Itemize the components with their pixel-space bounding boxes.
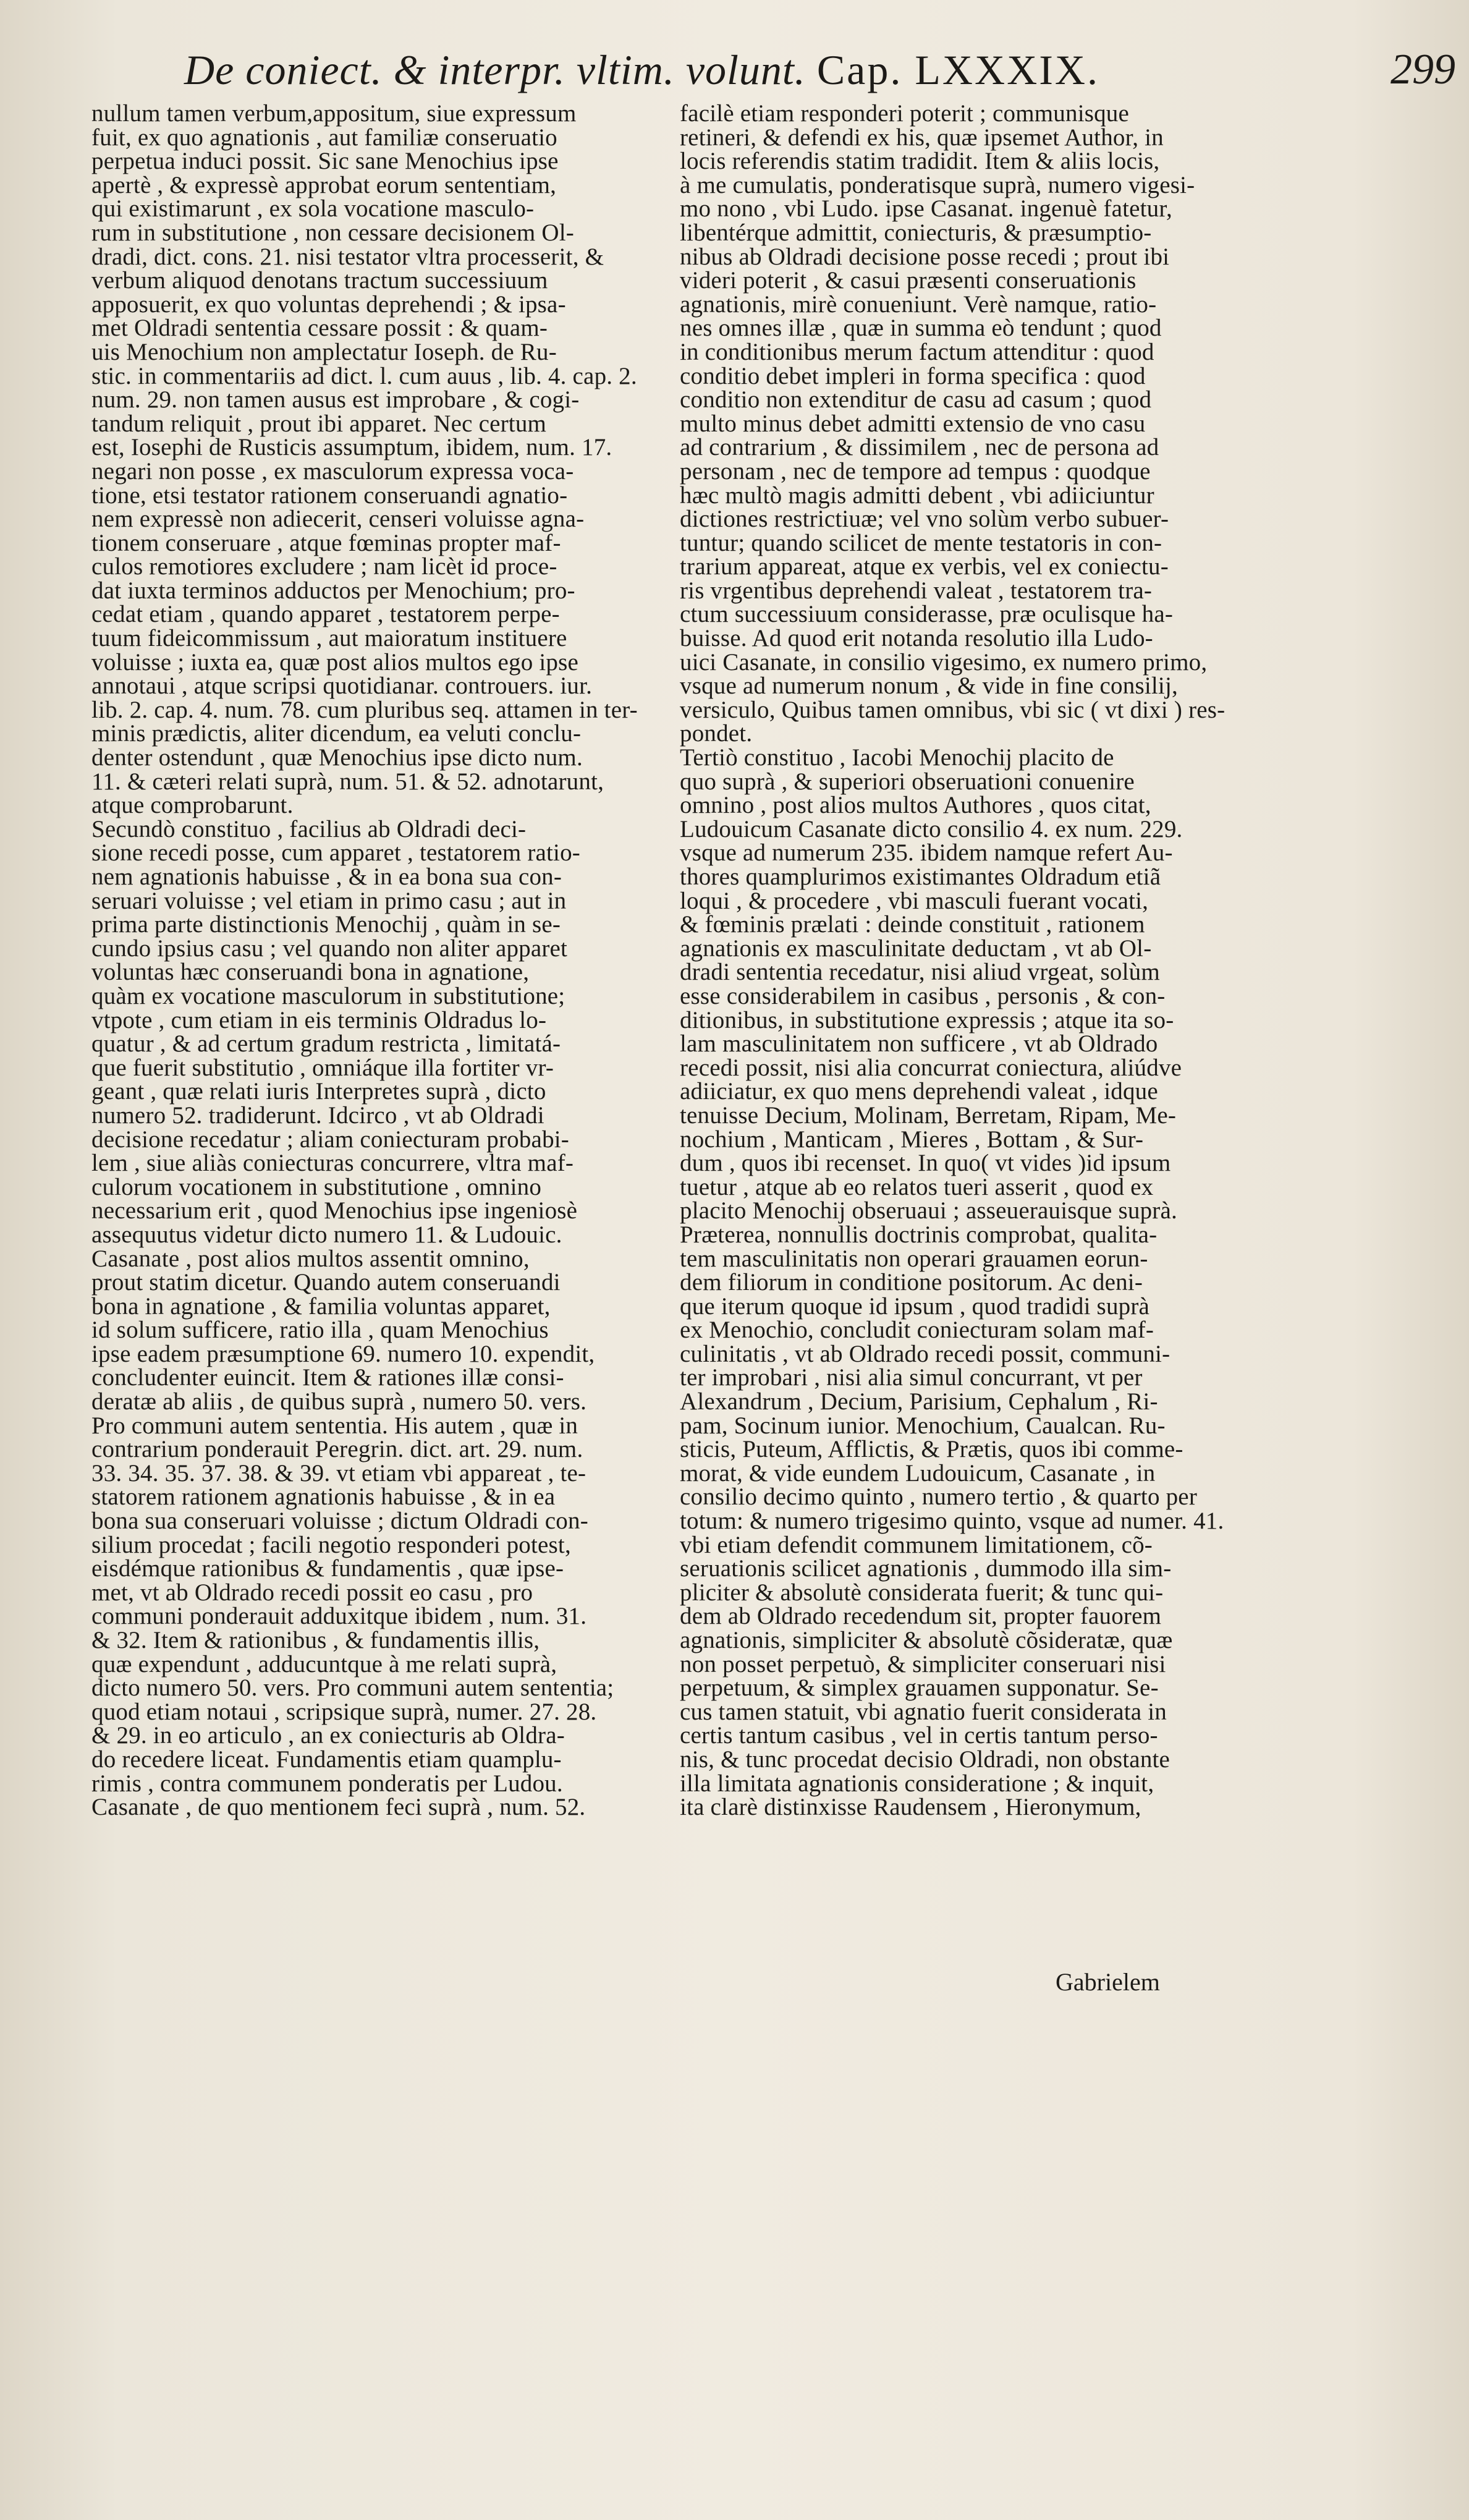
text-line: negari non posse , ex masculorum expressa voca- (91, 457, 574, 485)
text-line: hæc multò magis admitti debent , vbi adiiciuntur (680, 482, 1154, 509)
text-line: videri poterit , & casui præsenti conseruationis (680, 267, 1137, 294)
text-line: nullum tamen verbum,appositum, siue expressum (91, 100, 577, 127)
text-line: quàm ex vocatione masculorum in substitutione; (91, 982, 565, 1009)
text-line: agnationis ex masculinitate deductam , vt ab Ol- (680, 935, 1152, 962)
text-line: apertè , & expressè approbat eorum sententiam, (91, 171, 557, 198)
text-line: tionem conseruare , atque fœminas propter maf- (91, 529, 561, 556)
text-line: est, Iosephi de Rusticis assumptum, ibidem, num. 17. (91, 434, 612, 461)
text-line: verbum aliquod denotans tractum successiuum (91, 267, 548, 294)
text-line: Alexandrum , Decium, Parisium, Cephalum , Ri- (680, 1388, 1158, 1415)
text-line: dat iuxta terminos adductos per Menochium; pro- (91, 577, 575, 604)
text-line: met Oldradi sententia cessare possit : & quam- (91, 315, 548, 342)
text-line: lem , siue aliàs coniecturas concurrere, vltra maf- (91, 1150, 574, 1177)
text-line: 33. 34. 35. 37. 38. & 39. vt etiam vbi appareat , te- (91, 1459, 586, 1487)
text-line: non posset perpetuò, & simpliciter conseruari nisi (680, 1650, 1166, 1678)
text-line: minis prædictis, aliter dicendum, ea veluti conclu- (91, 720, 582, 747)
text-line: in conditionibus merum factum attenditur : quod (680, 338, 1154, 365)
text-line: ter improbari , nisi alia simul concurrant, vt per (680, 1364, 1143, 1391)
text-line: Præterea, nonnullis doctrinis comprobat, qualita- (680, 1221, 1158, 1248)
text-line: met, vt ab Oldrado recedi possit eo casu , pro (91, 1579, 533, 1606)
text-line: conditio debet impleri in forma specifica : quod (680, 362, 1146, 389)
text-line: assequutus videtur dicto numero 11. & Ludouic. (91, 1221, 562, 1248)
text-line: mo nono , vbi Ludo. ipse Casanat. ingenuè fatetur, (680, 195, 1172, 223)
text-line: tuntur; quando scilicet de mente testatoris in con- (680, 529, 1162, 556)
text-line: tuum fideicommissum , aut maioratum instituere (91, 625, 567, 652)
text-line: ita clarè distinxisse Raudensem , Hieronymum, (680, 1794, 1141, 1821)
text-line: atque comprobarunt. (91, 792, 294, 819)
text-line: perpetua induci possit. Sic sane Menochius ipse (91, 148, 559, 175)
text-line: vsque ad numerum 235. ibidem namque refert Au- (680, 839, 1173, 867)
text-line: sione recedi posse, cum apparet , testatorem ratio- (91, 839, 580, 867)
text-line: statorem rationem agnationis habuisse , & in ea (91, 1483, 556, 1511)
text-line: agnationis, simpliciter & absolutè cõsideratæ, quæ (680, 1627, 1173, 1653)
text-line: annotaui , atque scripsi quotidianar. controuers. iur. (91, 672, 593, 700)
text-line: ctum successiuum considerasse, præ oculisque ha- (680, 601, 1174, 628)
text-line: deratæ ab aliis , de quibus suprà , numero 50. vers. (91, 1388, 587, 1415)
text-column-right (680, 102, 1248, 1820)
text-line: placito Menochij obseruaui ; asseuerauisque suprà. (680, 1197, 1177, 1224)
text-line: nem expressè non adiecerit, censeri voluisse agna- (91, 506, 585, 533)
text-line: tenuisse Decium, Molinam, Berretam, Ripam, Me- (680, 1101, 1177, 1129)
text-line: rimis , contra communem ponderatis per Ludou. (91, 1770, 563, 1797)
text-line: agnationis, mirè conueniunt. Verè namque, ratio- (680, 291, 1157, 318)
text-line: tem masculinitatis non operari grauamen eorun- (680, 1245, 1148, 1272)
text-line: Casanate , de quo mentionem feci suprà , num. 52. (91, 1794, 586, 1821)
text-line: do recedere liceat. Fundamentis etiam quamplu- (91, 1746, 562, 1773)
text-line: dem filiorum in conditione positorum. Ac deni- (680, 1269, 1143, 1296)
text-line: nes omnes illæ , quæ in summa eò tendunt ; quod (680, 315, 1162, 342)
text-line: versiculo, Quibus tamen omnibus, vbi sic ( vt dixi ) res- (680, 696, 1226, 723)
page-number: 299 (1391, 46, 1455, 93)
text-line: bona in agnatione , & familia voluntas apparet, (91, 1292, 551, 1320)
text-line: omnino , post alios multos Authores , quos citat, (680, 792, 1151, 819)
text-line: culos remotiores excludere ; nam licèt id proce- (91, 553, 557, 580)
text-line: vtpote , cum etiam in eis terminis Oldradus lo- (91, 1006, 547, 1033)
text-line: perpetuum, & simplex grauamen supponatur. Se- (680, 1674, 1159, 1702)
text-line: uis Menochium non amplectatur Ioseph. de Ru- (91, 338, 557, 365)
text-line: nibus ab Oldradi decisione posse recedi ; prout ibi (680, 243, 1170, 270)
text-line: numero 52. tradiderunt. Idcirco , vt ab Oldradi (91, 1101, 544, 1129)
text-line: consilio decimo quinto , numero tertio , & quarto per (680, 1483, 1198, 1511)
text-line: trarium appareat, atque ex verbis, vel ex coniectu- (680, 553, 1169, 580)
text-line: pam, Socinum iunior. Menochium, Caualcan. Ru- (680, 1412, 1166, 1439)
text-line: cus tamen statuit, vbi agnatio fuerit considerata in (680, 1698, 1167, 1725)
text-line: uici Casanate, in consilio vigesimo, ex numero primo, (680, 648, 1208, 676)
text-line: quod etiam notaui , scripsique suprà, numer. 27. 28. (91, 1698, 597, 1725)
head-chapter-label: Cap. LXXXIX. (816, 46, 1099, 93)
text-line: Secundò constituo , facilius ab Oldradi deci- (91, 815, 527, 842)
text-line: bona sua conseruari voluisse ; dictum Oldradi con- (91, 1508, 588, 1535)
text-line: rum in substitutione , non cessare decisionem Ol- (91, 219, 574, 246)
text-line: decisione recedatur ; aliam coniecturam probabi- (91, 1126, 569, 1153)
text-line: ex Menochio, concludit coniecturam solam maf- (680, 1317, 1154, 1344)
text-line: retineri, & defendi ex his, quæ ipsemet Author, in (680, 124, 1164, 151)
text-line: dradi, dict. cons. 21. nisi testator vltra processerit, & (91, 243, 604, 270)
text-line: que iterum quoque id ipsum , quod tradidi suprà (680, 1292, 1150, 1320)
text-line: vbi etiam defendit communem limitationem, cõ- (680, 1531, 1153, 1558)
text-line: pondet. (680, 720, 753, 747)
text-line: dicto numero 50. vers. Pro communi autem sententia; (91, 1674, 614, 1702)
text-line: concludenter euincit. Item & rationes illæ consi- (91, 1364, 564, 1391)
text-line: recedi possit, nisi alia concurrat coniectura, aliúdve (680, 1054, 1182, 1081)
text-line: que fuerit substitutio , omniáque illa fortiter vr- (91, 1054, 554, 1081)
text-line: apposuerit, ex quo voluntas deprehendi ; & ipsa- (91, 291, 566, 318)
text-line: dum , quos ibi recenset. In quo( vt vides )id ipsum (680, 1150, 1171, 1177)
text-line: lam masculinitatem non sufficere , vt ab Oldrado (680, 1030, 1158, 1058)
text-line: thores quamplurimos existimantes Oldradum etiã (680, 863, 1161, 890)
text-line: prima parte distinctionis Menochij , quàm in se- (91, 911, 561, 938)
head-title-text: De coniect. & interpr. vltim. volunt. (184, 46, 806, 93)
text-line: facilè etiam responderi poterit ; communisque (680, 100, 1130, 127)
text-line: conditio non extenditur de casu ad casum ; quod (680, 386, 1152, 414)
text-line: tandum reliquit , prout ibi apparet. Nec certum (91, 410, 547, 437)
text-line: esse considerabilem in casibus , personis , & con- (680, 982, 1166, 1009)
running-head (184, 42, 1457, 98)
text-line: communi ponderauit adduxitque ibidem , num. 31. (91, 1603, 587, 1630)
text-line: vsque ad numerum nonum , & vide in fine consilij, (680, 672, 1178, 700)
text-line: qui existimarunt , ex sola vocatione masculo- (91, 195, 535, 223)
text-line: num. 29. non tamen ausus est improbare , & cogi- (91, 386, 580, 414)
text-line: 11. & cæteri relati suprà, num. 51. & 52. adnotarunt, (91, 768, 604, 795)
text-line: & 29. in eo articulo , an ex coniecturis ab Oldra- (91, 1722, 565, 1749)
text-column-left (91, 102, 660, 1820)
text-line: quo suprà , & superiori obseruationi conuenire (680, 768, 1135, 795)
text-line: seruari voluisse ; vel etiam in primo casu ; aut in (91, 887, 567, 914)
text-line: stic. in commentariis ad dict. l. cum auus , lib. 4. cap. 2. (91, 362, 637, 389)
text-line: ad contrarium , & dissimilem , nec de persona ad (680, 434, 1159, 461)
text-line: ditionibus, in substitutione expressis ; atque ita so- (680, 1006, 1174, 1033)
text-line: id solum sufficere, ratio illa , quam Menochius (91, 1317, 549, 1344)
text-line: sticis, Puteum, Afflictis, & Prætis, quos ibi comme- (680, 1436, 1183, 1463)
text-line: loqui , & procedere , vbi masculi fuerant vocati, (680, 887, 1149, 914)
text-line: geant , quæ relati iuris Interpretes suprà , dicto (91, 1078, 546, 1105)
text-line: quæ expendunt , adducuntque à me relati suprà, (91, 1650, 557, 1678)
text-line: dem ab Oldrado recedendum sit, propter fauorem (680, 1603, 1162, 1630)
text-line: ipse eadem præsumptione 69. numero 10. expendit, (91, 1340, 595, 1367)
text-line: Pro communi autem sententia. His autem , quæ in (91, 1412, 578, 1439)
text-line: prout statim dicetur. Quando autem conseruandi (91, 1269, 561, 1296)
text-line: Tertiò constituo , Iacobi Menochij placito de (680, 744, 1114, 771)
text-line: voluisse ; iuxta ea, quæ post alios multos ego ipse (91, 648, 578, 676)
text-line: adiiciatur, ex quo mens deprehendi valeat , idque (680, 1078, 1158, 1105)
running-head-title (184, 42, 1099, 98)
text-line: seruationis scilicet agnationis , dummodo illa sim- (680, 1555, 1172, 1582)
text-line: dictiones restrictiuæ; vel vno solùm verbo subuer- (680, 506, 1169, 533)
text-line: ris vrgentibus deprehendi valeat , testatorem tra- (680, 577, 1153, 604)
text-line: tione, etsi testator rationem conseruandi agnatio- (91, 482, 568, 509)
catchword: Gabrielem (1056, 1968, 1160, 1996)
text-line: denter ostendunt , quæ Menochius ipse dicto num. (91, 744, 583, 771)
text-line: cedat etiam , quando apparet , testatorem perpe- (91, 601, 560, 628)
text-line: pliciter & absolutè considerata fuerit; & tunc qui- (680, 1579, 1164, 1606)
text-line: lib. 2. cap. 4. num. 78. cum pluribus seq. attamen in ter- (91, 696, 638, 723)
text-line: & 32. Item & rationibus , & fundamentis illis, (91, 1627, 540, 1653)
text-line: nis, & tunc procedat decisio Oldradi, non obstante (680, 1746, 1171, 1773)
text-line: multo minus debet admitti extensio de vno casu (680, 410, 1146, 437)
text-line: voluntas hæc conseruandi bona in agnatione, (91, 959, 530, 986)
text-line: dradi sententia recedatur, nisi aliud vrgeat, solùm (680, 959, 1160, 986)
text-line: Casanate , post alios multos assentit omnino, (91, 1245, 530, 1272)
text-line: contrarium ponderauit Peregrin. dict. art. 29. num. (91, 1436, 583, 1463)
text-line: fuit, ex quo agnationis , aut familiæ conseruatio (91, 124, 557, 151)
text-line: culinitatis , vt ab Oldrado recedi possit, communi- (680, 1340, 1171, 1367)
text-line: locis referendis statim tradidit. Item & aliis locis, (680, 148, 1160, 175)
text-line: eisdémque rationibus & fundamentis , quæ ipse- (91, 1555, 564, 1582)
text-line: necessarium erit , quod Menochius ipse ingeniosè (91, 1197, 578, 1224)
text-line: illa limitata agnationis consideratione ; & inquit, (680, 1770, 1154, 1797)
text-line: cundo ipsius casu ; vel quando non aliter apparet (91, 935, 568, 962)
text-line: libentérque admittit, coniecturis, & præsumptio- (680, 219, 1152, 246)
text-line: & fœminis prælati : deinde constituit , rationem (680, 911, 1145, 938)
text-line: silium procedat ; facili negotio responderi potest, (91, 1531, 571, 1558)
text-line: nem agnationis habuisse , & in ea bona sua con- (91, 863, 562, 890)
text-line: personam , nec de tempore ad tempus : quodque (680, 457, 1151, 485)
text-line: certis tantum casibus , vel in certis tantum perso- (680, 1722, 1158, 1749)
text-line: Ludouicum Casanate dicto consilio 4. ex num. 229. (680, 815, 1183, 842)
text-line: culorum vocationem in substitutione , omnino (91, 1173, 542, 1200)
text-line: nochium , Manticam , Mieres , Bottam , & Sur- (680, 1126, 1144, 1153)
text-line: quatur , & ad certum gradum restricta , limitatá- (91, 1030, 561, 1058)
text-line: tuetur , atque ab eo relatos tueri asserit , quod ex (680, 1173, 1154, 1200)
text-line: buisse. Ad quod erit notanda resolutio illa Ludo- (680, 625, 1153, 652)
text-line: morat, & vide eundem Ludouicum, Casanate , in (680, 1459, 1156, 1487)
text-line: totum: & numero trigesimo quinto, vsque ad numer. 41. (680, 1508, 1224, 1535)
text-line: à me cumulatis, ponderatisque suprà, numero vigesi- (680, 171, 1195, 198)
